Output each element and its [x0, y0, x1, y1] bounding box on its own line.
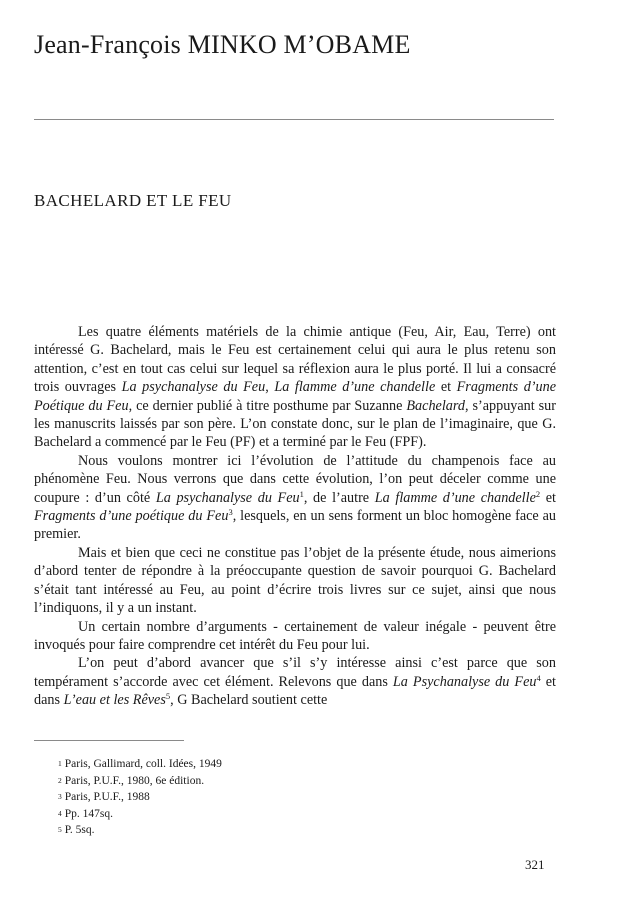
footnote-divider — [34, 740, 184, 741]
text-run: , lesquels, en un sens forment un bloc homogène face au premier. — [34, 508, 557, 543]
header-divider — [34, 119, 554, 120]
footnote-text: Pp. 147sq. — [64, 807, 113, 820]
footnote-number: 3 — [58, 792, 62, 802]
italic-title: La Psychanalyse du Feu — [392, 673, 537, 690]
paragraph — [34, 654, 556, 709]
article-title: BACHELARD ET LE FEU — [34, 191, 232, 210]
footnote — [58, 789, 222, 806]
footnote-ref: 5 — [165, 691, 171, 702]
footnote — [58, 822, 222, 839]
text-run: et — [540, 489, 557, 506]
text-run: et — [435, 379, 457, 396]
footnotes — [58, 756, 222, 839]
text-run: Les quatre éléments matériels de la chimie antique (Feu, Air, Eau, Terre) ont intéressé G. Bachelard, mais le Feu est certainement celui qui aura le plus retenu son attention, c’est en tout cas celui sur lequel sa réflexion aura le plus porté. Il lui a consacré trois ouvrages — [34, 324, 556, 396]
italic-title: La flamme d’une chandelle — [274, 379, 436, 396]
footnote-text: P. 5sq. — [64, 824, 95, 837]
text-run: , — [265, 379, 275, 396]
text-run: et dans — [34, 673, 556, 709]
footnote-ref: 1 — [299, 488, 304, 499]
footnote — [58, 756, 222, 773]
footnote-text: Paris, P.U.F., 1988 — [64, 791, 150, 804]
paragraph — [34, 323, 556, 452]
paragraph — [34, 452, 556, 544]
footnote-number: 1 — [58, 759, 62, 768]
footnote-number: 4 — [58, 808, 62, 818]
footnote-text: Paris, Gallimard, coll. Idées, 1949 — [64, 758, 222, 770]
text-run: , s’appuyant sur les manuscrits laissés par son père. L’on constate donc, sur le plan de l’imaginaire, que G. Bachelard a commencé par le Feu (PF) et a terminé par le Feu (FPF). — [34, 397, 557, 451]
footnote-number: 5 — [58, 825, 62, 835]
italic-title: La psychanalyse du Feu — [121, 379, 266, 396]
text-run: Un certain nombre d’arguments - certainement de valeur inégale - peuvent être invoqués pour faire comprendre cet intérêt du Feu pour lui. — [34, 618, 556, 653]
italic-title: L’eau et les Rêves — [63, 692, 166, 709]
text-run: L’on peut d’abord avancer que s’il s’y intéresse ainsi c’est parce que son tempérament s’accorde avec cet élément. Relevons que dans — [34, 655, 556, 690]
paragraph — [34, 544, 556, 618]
italic-title: La psychanalyse du Feu — [155, 489, 300, 506]
text-run: , G Bachelard soutient cette — [170, 692, 328, 709]
text-run: Nous voulons montrer ici l’évolution de l’attitude du champenois face au phénomène Feu. Nous verrons que dans cette évolution, l’on peut déceler comme une coupure : d’un côté — [34, 452, 556, 506]
text-run: Mais et bien que ceci ne constitue pas l’objet de la présente étude, nous aimerions d’abord tenter de répondre à la préoccupante question de savoir pourquoi G. Bachelard s’était tant intéressé au Feu, au point d’écrire trois livres sur ce sujet, ainsi que nous l’indiquons, il y a un instant. — [34, 544, 556, 617]
footnote-ref: 2 — [535, 488, 541, 499]
page-number: 321 — [525, 857, 545, 872]
italic-title: Fragments d’une Poétique du Feu — [34, 379, 556, 414]
footnote-text: Paris, P.U.F., 1980, 6e édition. — [64, 774, 205, 787]
italic-title: La flamme d’une chandelle — [374, 489, 536, 506]
author-name: Jean-François MINKO M’OBAME — [34, 30, 411, 59]
paragraph — [34, 618, 556, 655]
footnote — [58, 773, 222, 790]
italic-title: Bachelard — [406, 397, 465, 414]
footnote-number: 2 — [58, 775, 62, 785]
footnote — [58, 806, 222, 823]
footnote-ref: 3 — [228, 507, 233, 518]
footnote-ref: 4 — [536, 672, 541, 683]
article-body — [34, 323, 556, 710]
italic-title: Fragments d’une poétique du Feu — [34, 508, 229, 525]
text-run: , de l’autre — [303, 489, 375, 506]
text-run: , ce dernier publié à titre posthume par Suzanne — [128, 397, 407, 414]
